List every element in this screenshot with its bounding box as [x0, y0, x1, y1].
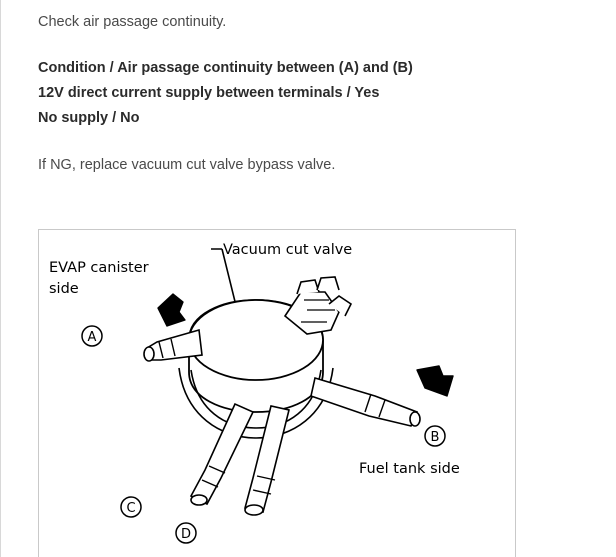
marker-b-label: B	[430, 430, 440, 445]
marker-a	[82, 326, 102, 346]
note-text: If NG, replace vacuum cut valve bypass valve.	[38, 157, 336, 173]
page-left-rule	[0, 0, 1, 557]
evap-canister-label-line1: EVAP canister	[49, 260, 149, 276]
port-b-tube	[311, 378, 420, 426]
vacuum-cut-valve-label: Vacuum cut valve	[223, 242, 353, 258]
flow-arrow-a-icon	[158, 294, 185, 326]
evap-canister-label-line2: side	[49, 281, 79, 297]
marker-d	[176, 523, 196, 543]
fuel-tank-side-label: Fuel tank side	[359, 461, 460, 477]
condition-line-3: No supply / No	[38, 110, 140, 126]
marker-a-label: A	[87, 330, 97, 345]
marker-b	[425, 426, 445, 446]
intro-text: Check air passage continuity.	[38, 14, 227, 30]
port-d-tube	[245, 406, 289, 515]
port-a-tube	[144, 330, 202, 361]
flow-arrow-b-icon	[417, 366, 453, 396]
condition-line-1: Condition / Air passage continuity between (A) and (B)	[38, 60, 413, 76]
vacuum-cut-valve-diagram	[39, 230, 515, 557]
marker-c	[121, 497, 141, 517]
marker-d-label: D	[180, 527, 192, 542]
condition-block	[38, 56, 598, 131]
condition-line-2: 12V direct current supply between terminals / Yes	[38, 85, 380, 101]
marker-c-label: C	[126, 501, 136, 516]
figure-container	[38, 229, 516, 557]
document-text-block	[38, 0, 598, 175]
